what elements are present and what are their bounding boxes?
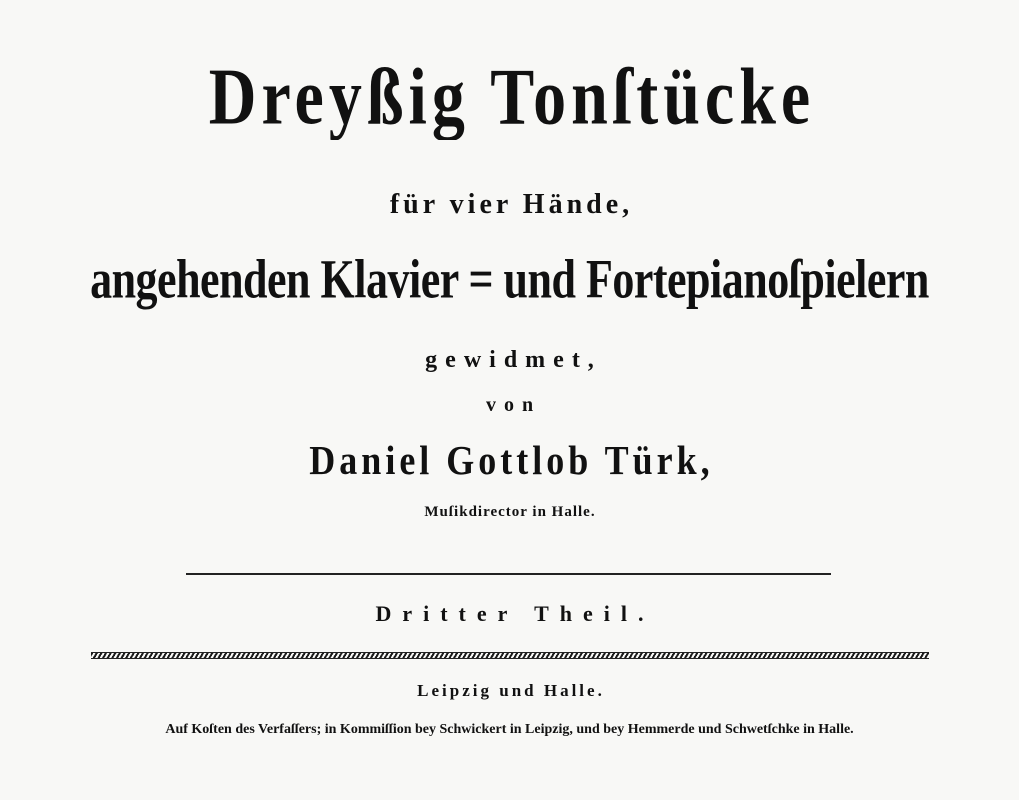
dedication-line [0,250,1019,310]
dedication-text: angehenden Klavier = und Fortepianoſpielern [90,250,929,310]
imprint-line: Auf Koſten des Verfaſſers; in Kommiſſion bey Schwickert in Leipzig, und bey Hemmerde und Schwetſchke in Halle. [165,722,854,737]
author-text: Daniel Gottlob Türk, [309,437,714,483]
dedication-verb: gewidmet, [425,347,602,373]
page-title [0,56,1019,140]
author-name [0,436,1019,484]
decorative-rope-divider [91,652,929,659]
title-text: Dreyßig Tonſtücke [208,56,816,140]
horizontal-rule [186,573,831,575]
subtitle: für vier Hände, [389,189,634,220]
publication-place: Leipzig und Halle. [417,681,605,700]
author-role: Muſikdirector in Halle. [424,504,596,520]
part-label: Dritter Theil. [375,601,655,626]
by-line: von [485,394,542,416]
